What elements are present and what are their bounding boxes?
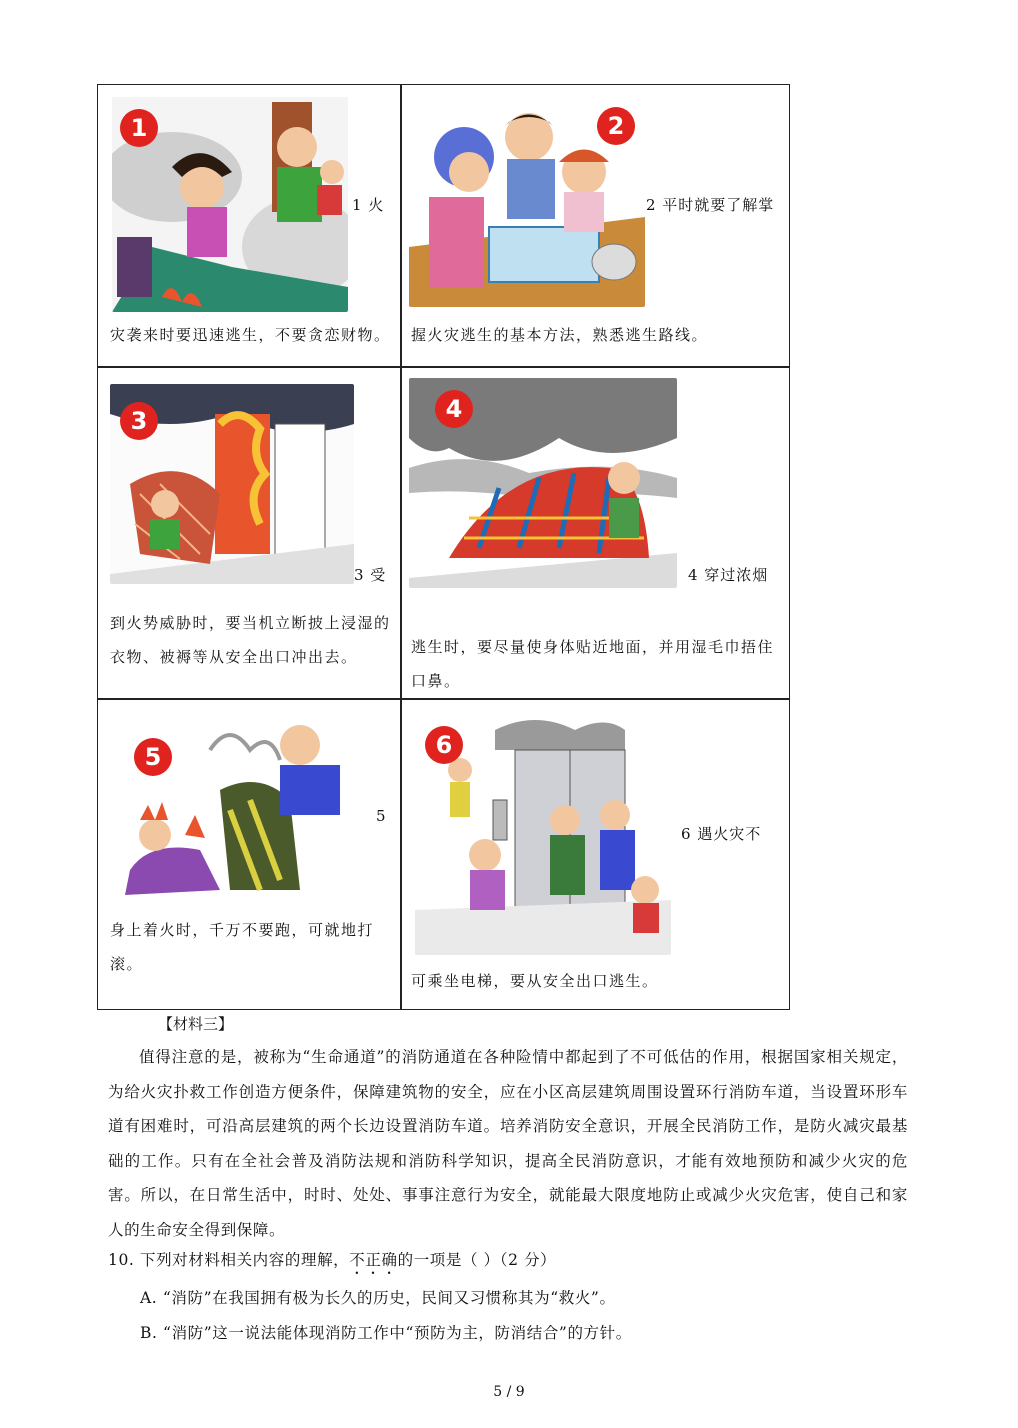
page-number: 5 / 9 [493,1384,525,1400]
panel-3 [98,368,400,699]
step-number-badge: 3 [120,402,158,440]
material-label: 【材料三】 [158,1015,234,1033]
panel-caption: 逃生时，要尽量使身体贴近地面，并用湿毛巾捂住口鼻。 [411,638,775,690]
illustration-grid [97,84,790,1010]
panel-side-text: 2 平时就要了解掌 [646,196,775,214]
step-number-badge: 5 [134,738,172,776]
panel-caption: 到火势威胁时，要当机立断披上浸湿的衣物、被褥等从安全出口冲出去。 [110,614,391,666]
panel-6 [401,700,791,1010]
panel-2 [401,85,791,367]
panel-side-text: 6 遇火灾不 [681,825,762,843]
question-text-after: 的一项是（ ）（2 分） [397,1251,557,1269]
panel-caption: 身上着火时，千万不要跑，可就地打滚。 [110,921,375,973]
step-number-badge: 2 [597,107,635,145]
step-number-badge: 1 [120,109,158,147]
panel-5 [98,700,400,1010]
step-number-badge: 4 [435,390,473,428]
panel-caption: 握火灾逃生的基本方法，熟悉逃生路线。 [411,326,709,344]
panel-caption: 可乘坐电梯，要从安全出口逃生。 [411,972,659,990]
material-paragraph: 值得注意的是，被称为“生命通道”的消防通道在各种险情中都起到了不可低估的作用，根据国家相关规定，为给火灾扑救工作创造方便条件，保障建筑物的安全，应在小区高层建筑周围设置环行消防车道，当设置环形车道有困难时，可沿高层建筑的两个长边设置消防车道。培养消防安全意识，开展全民消防工作，是防火减灾最基础的工作。只有在全社会普及消防法规和消防科学知识，提高全民消防意识，才能有效地预防和减少火灾的危害。所以，在日常生活中，时时、处处、事事注意行为安全，就能最大限度地防止或减少火灾危害，使自己和家人的生命安全得到保障。 [108,1048,908,1239]
question-stem [108,1248,556,1278]
question-text-before: 下列对材料相关内容的理解， [139,1251,350,1269]
question-emphasis: 不正确 [349,1251,398,1269]
panel-4 [401,368,791,699]
panel-side-text: 4 穿过浓烟 [688,566,769,584]
step-number-badge: 6 [425,726,463,764]
panel-side-text: 3 受 [354,566,387,584]
question-number: 10. [108,1251,135,1269]
panel-side-text: 1 火 [352,196,385,214]
option-b: B. “消防”这一说法能体现消防工作中“预防为主，防消结合”的方针。 [140,1324,632,1342]
panel-caption: 灾袭来时要迅速逃生，不要贪恋财物。 [110,326,391,344]
option-a: A. “消防”在我国拥有极为长久的历史，民间又习惯称其为“救火”。 [140,1289,616,1307]
panel-side-text: 5 [376,807,387,825]
panel-1 [98,85,400,367]
